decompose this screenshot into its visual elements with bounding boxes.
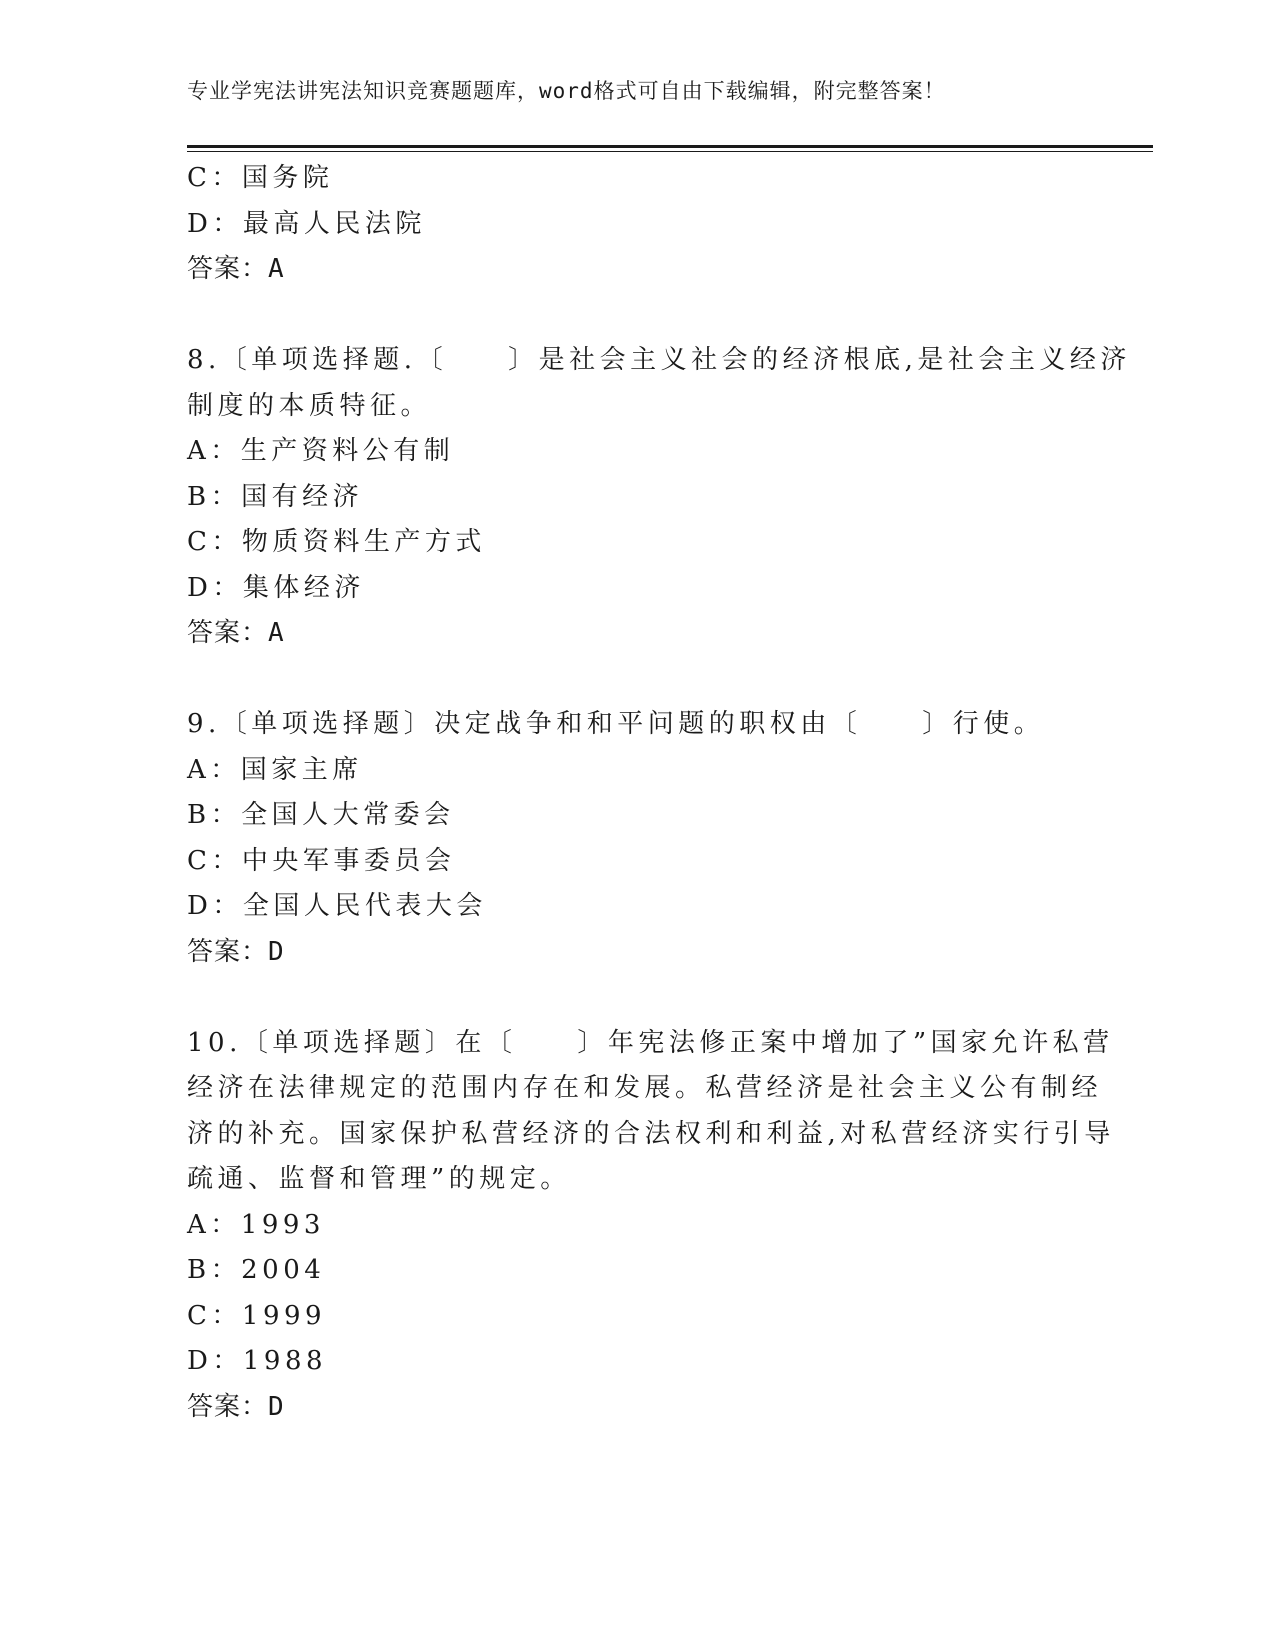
answer-value: A [268,254,285,284]
header-rule-thin [187,151,1153,152]
question-block [187,338,1131,657]
answer-value: A [268,618,285,648]
answer-line: 答案：A [187,618,285,648]
option-d: D：全国人民代表大会 [187,891,487,921]
option-b: B：国有经济 [187,481,364,512]
question-text: 10.〔单项选择题〕在〔 〕年宪法修正案中增加了”国家允许私营 [187,1027,1114,1058]
question-text: 8.〔单项选择题.〔 〕是社会主义社会的经济根底,是社会主义经济 [187,345,1131,375]
question-block [187,702,1087,975]
option-d: D：集体经济 [187,572,365,603]
answer-line: 答案：A [187,254,285,284]
question-text: 经济在法律规定的范围内存在和发展。私营经济是社会主义公有制经 [187,1073,1103,1103]
question-block [187,156,1087,293]
question-text: 制度的本质特征。 [187,390,432,421]
answer-line: 答案：D [187,936,285,967]
option-d: D：最高人民法院 [187,208,426,239]
option-c: C：1999 [187,1300,327,1331]
block-spacer [187,657,1087,703]
question-text: 9.〔单项选择题〕决定战争和和平问题的职权由〔 〕行使。 [187,709,1045,739]
answer-line: 答案：D [187,1391,285,1422]
question-block [187,1021,1115,1431]
header-rule-thick [187,145,1153,148]
page-header: 专业学宪法讲宪法知识竞赛题题库，word格式可自由下载编辑，附完整答案！ [187,79,946,103]
question-list [187,156,1131,1430]
option-d: D：1988 [187,1346,328,1376]
option-b: B：2004 [187,1255,326,1285]
option-c: C：中央军事委员会 [187,845,456,876]
question-text: 济的补充。国家保护私营经济的合法权利和利益,对私营经济实行引导 [187,1118,1115,1149]
question-text: 疏通、监督和管理”的规定。 [187,1164,571,1194]
block-spacer [187,293,1087,339]
answer-value: D [268,1391,285,1422]
option-c: C：国务院 [187,163,334,193]
answer-value: D [268,936,285,967]
option-c: C：物质资料生产方式 [187,527,486,557]
option-a: A：国家主席 [187,754,363,785]
block-spacer [187,975,1087,1021]
option-b: B：全国人大常委会 [187,800,455,830]
option-a: A：1993 [187,1209,325,1240]
option-a: A：生产资料公有制 [187,436,455,466]
